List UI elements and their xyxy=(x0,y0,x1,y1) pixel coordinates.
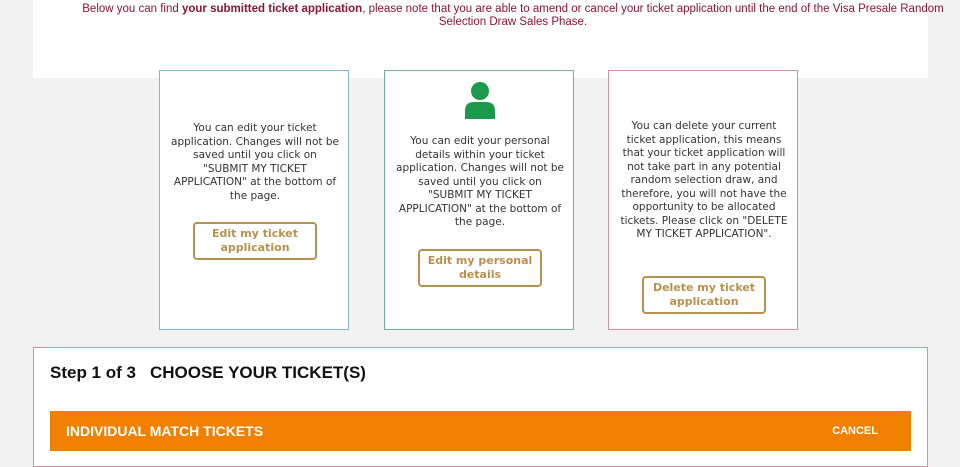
notice-prefix: Below you can find xyxy=(82,3,182,15)
edit-personal-button[interactable]: Edit my personal details xyxy=(418,249,542,287)
cancel-button[interactable]: CANCEL xyxy=(832,425,878,437)
notice-panel xyxy=(33,0,944,78)
step-panel xyxy=(33,347,928,467)
edit-personal-text: You can edit your personal details within your ticket application. Changes will not be saved until you click on "SUBMIT MY TICKET APPLICATION" at the bottom of the page. xyxy=(396,135,564,228)
notice-text xyxy=(78,3,948,29)
person-icon xyxy=(463,81,497,119)
edit-ticket-text: You can edit your ticket application. Changes will not be saved until you click on "SUBMIT MY TICKET APPLICATION" at the bottom of the page. xyxy=(171,122,339,202)
step-heading xyxy=(50,363,366,383)
notice-suffix: , please note that you are able to amend or cancel your ticket application until the end of the Visa Presale Random Selection Draw Sales Phase. xyxy=(362,3,944,28)
individual-match-header xyxy=(50,411,911,451)
delete-ticket-text: You can delete your current ticket application, this means that your ticket application will not take part in any potential random selection draw, and therefore, you will not have the opportunity to be allocated tickets. Please click on "DELETE MY TICKET APPLICATION". xyxy=(620,120,788,240)
edit-ticket-card xyxy=(159,70,349,330)
edit-ticket-button[interactable]: Edit my ticket application xyxy=(193,222,317,260)
step-label: Step 1 of 3 xyxy=(50,363,136,382)
delete-ticket-card xyxy=(608,70,798,330)
step-title: CHOOSE YOUR TICKET(S) xyxy=(149,363,366,382)
match-section-title: INDIVIDUAL MATCH TICKETS xyxy=(66,423,264,439)
edit-personal-card xyxy=(384,70,574,330)
notice-bold: your submitted ticket application xyxy=(181,3,363,15)
delete-ticket-button[interactable]: Delete my ticket application xyxy=(642,276,766,314)
